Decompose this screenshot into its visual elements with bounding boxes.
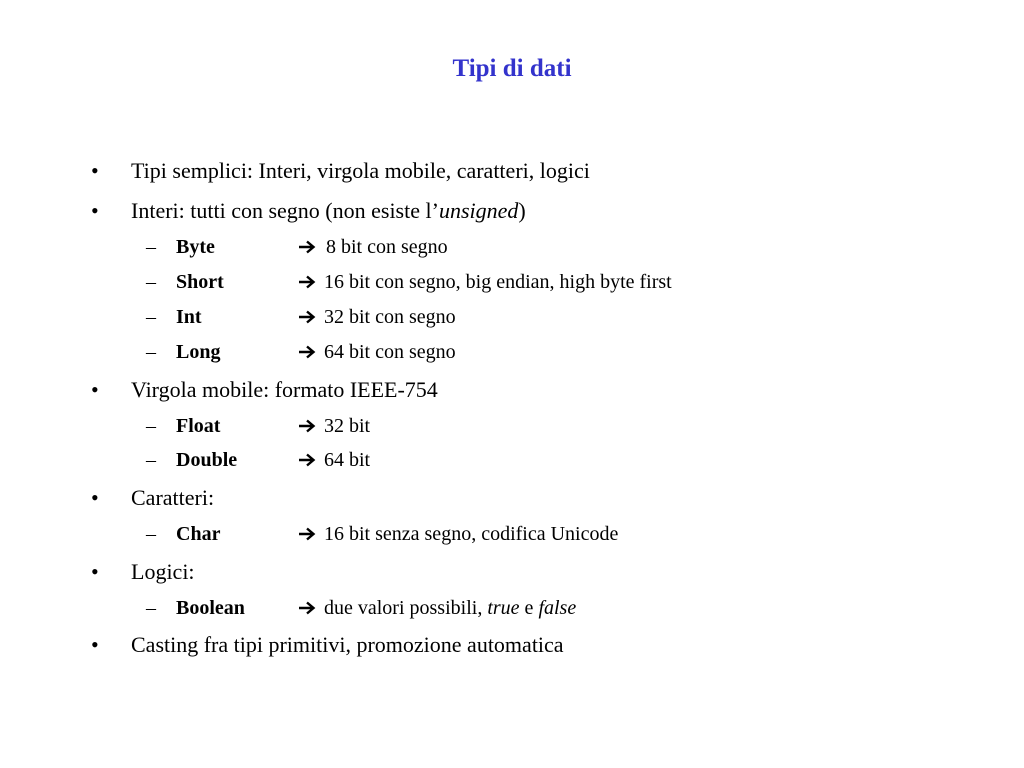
type-keyword: Double (176, 449, 238, 471)
type-description (298, 521, 618, 547)
bullet-icon: • (91, 559, 99, 584)
right-arrow-icon (298, 310, 324, 324)
type-description (298, 339, 456, 365)
list-item-text: Logici: (131, 559, 195, 584)
description-text: 64 bit (324, 449, 371, 471)
list-item-text: Casting fra tipi primitivi, promozione automatica (131, 632, 564, 657)
right-arrow-icon (298, 527, 324, 541)
type-description (298, 269, 672, 295)
description-text: 32 bit (324, 415, 371, 437)
type-keyword: Byte (176, 236, 215, 258)
type-keyword: Float (176, 415, 221, 437)
right-arrow-icon (298, 240, 326, 254)
dash-icon: – (146, 523, 156, 545)
type-keyword: Long (176, 341, 221, 363)
bullet-icon: • (91, 158, 99, 183)
type-description (298, 413, 370, 439)
bullet-icon: • (91, 632, 99, 657)
description-text: 64 bit con segno (324, 341, 456, 363)
description-text: 16 bit senza segno, codifica Unicode (324, 523, 619, 545)
bullet-icon: • (91, 485, 99, 510)
dash-icon: – (146, 449, 156, 471)
conjunction-text: e (519, 597, 539, 619)
list-item-text-start: Interi: tutti con segno (non esiste l’ (131, 198, 439, 223)
list-item-text: Virgola mobile: formato IEEE-754 (131, 377, 438, 402)
right-arrow-icon (298, 345, 324, 359)
type-keyword: Short (176, 271, 224, 293)
right-arrow-icon (298, 601, 324, 615)
list-item-text (131, 197, 526, 225)
right-arrow-icon (298, 275, 324, 289)
true-literal: true (487, 597, 520, 619)
type-keyword: Int (176, 306, 202, 328)
dash-icon: – (146, 271, 156, 293)
dash-icon: – (146, 597, 156, 619)
list-item-text-end: ) (518, 198, 526, 223)
right-arrow-icon (298, 453, 324, 467)
type-keyword: Char (176, 523, 221, 545)
type-keyword: Boolean (176, 597, 245, 619)
list-item-text: Tipi semplici: Interi, virgola mobile, caratteri, logici (131, 158, 590, 183)
unsigned-term: unsigned (438, 198, 519, 223)
description-text: 32 bit con segno (324, 306, 456, 328)
dash-icon: – (146, 306, 156, 328)
bullet-icon: • (91, 198, 99, 223)
false-literal: false (538, 597, 577, 619)
dash-icon: – (146, 415, 156, 437)
list-item-text: Caratteri: (131, 485, 215, 510)
right-arrow-icon (298, 419, 324, 433)
dash-icon: – (146, 341, 156, 363)
slide-title: Tipi di dati (452, 55, 572, 82)
type-description (298, 447, 370, 473)
type-description (298, 595, 576, 621)
type-description (298, 234, 448, 260)
description-text: 8 bit con segno (326, 236, 448, 258)
dash-icon: – (146, 236, 156, 258)
type-description (298, 304, 456, 330)
description-text: 16 bit con segno, big endian, high byte first (324, 271, 672, 293)
description-text: due valori possibili, (324, 597, 488, 619)
bullet-icon: • (91, 377, 99, 402)
